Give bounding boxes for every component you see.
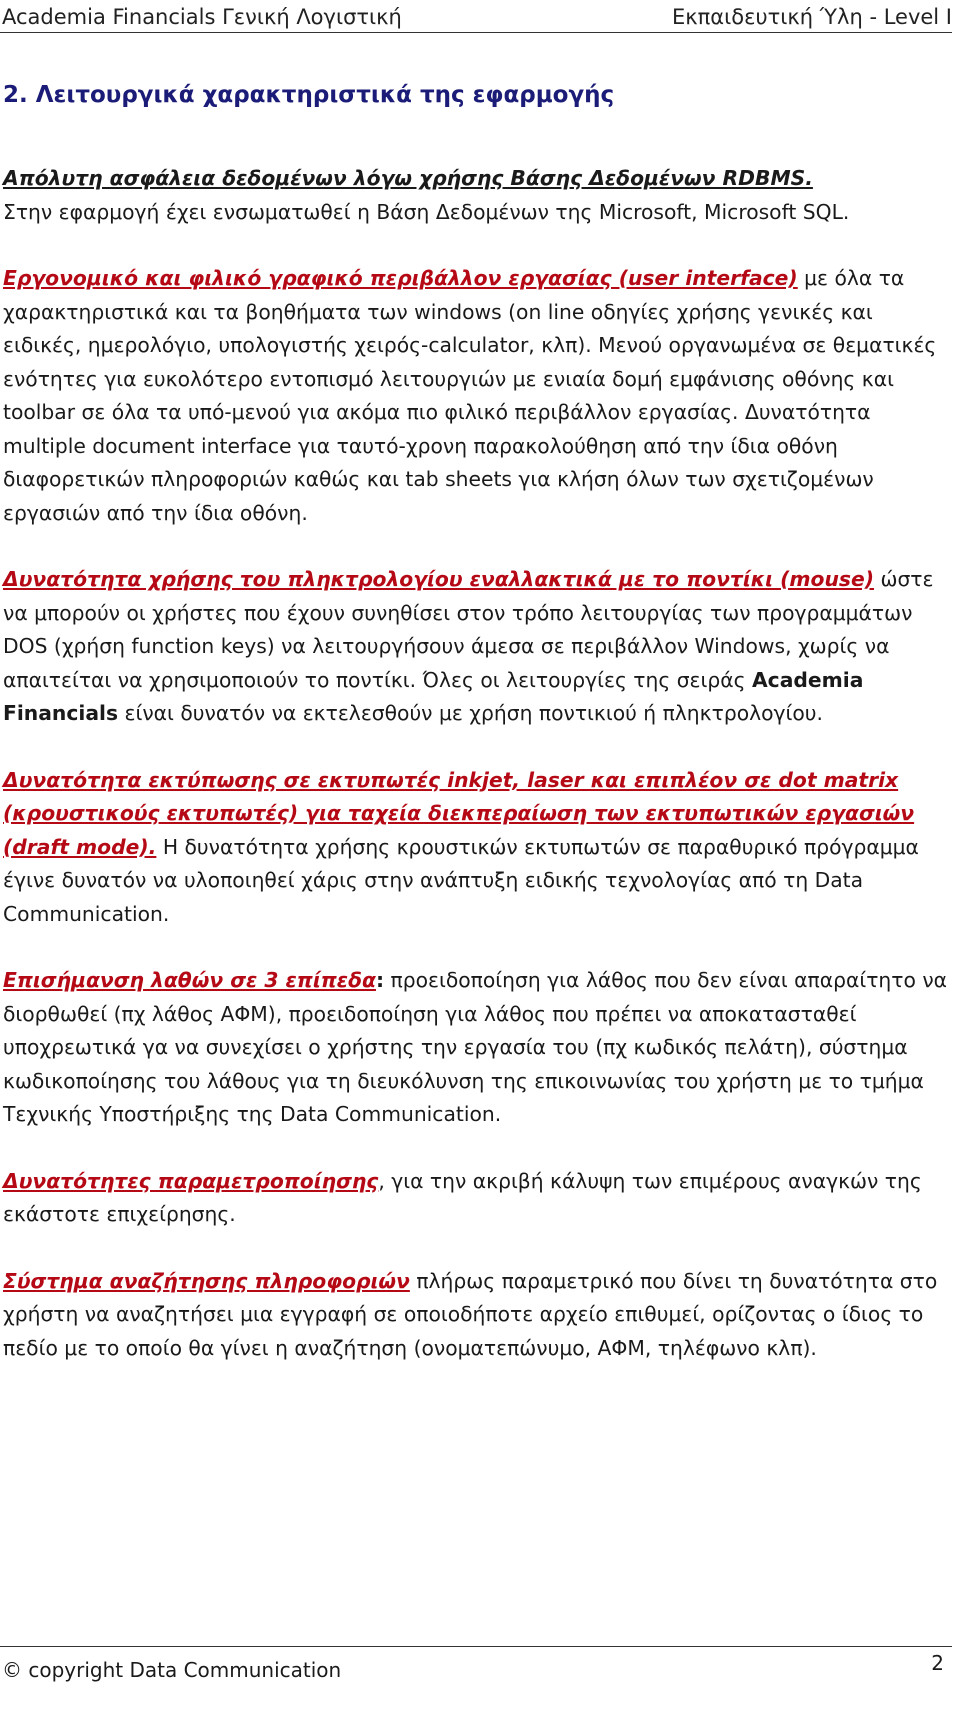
paragraph-text: με όλα τα χαρακτηριστικά και τα βοηθήματα των windows (on line οδηγίες χρήσης γενικές και ειδικές, ημερολόγιο, υπολογιστής χειρός-calculator, κλπ). Μενού οργανωμένα σε θεματικές ενότητες για ευκολότερο εντοπισμό λειτουργιών με ενιαία δομή εμφάνισης οθόνης και toolbar σε όλα τα υπό-μενού για ακόμα πιο φιλικό περιβάλλον εργασίας. Δυνατότητα multiple document interface για ταυτό-χρονη παρακολούθηση από την ίδια οθόνη διαφορετικών πληροφοριών καθώς και tab sheets για κλήση όλων των σχετιζομένων εργασιών από την ίδια οθόνη. xyxy=(3,266,937,525)
paragraph-text: προειδοποίηση για λάθος που δεν είναι απαραίτητο να διορθωθεί (πχ λάθος ΑΦΜ), προειδοποίηση για λάθος που πρέπει να αποκατασταθεί υποχρεωτικά γα να συνεχίσει ο χρήστης την εργασία του (πχ κωδικός πελάτη), σύστημα κωδικοποίησης του λάθους για τη διευκόλυνση της επικοινωνίας του χρήστη με το τμήμα Τεχνικής Υποστήριξης της Data Communication. xyxy=(3,968,948,1126)
paragraph-database xyxy=(3,162,951,229)
paragraph-lead: Δυνατότητα εκτύπωσης σε εκτυπωτές inkjet, laser και επιπλέον σε dot matrix (κρουστικούς εκτυπωτές) για ταχεία διεκπεραίωση των εκτυπωτικών εργασιών (draft mode). xyxy=(3,767,915,859)
paragraph-text: Στην εφαρμογή έχει ενσωματωθεί η Βάση Δεδομένων της Microsoft, Microsoft SQL. xyxy=(3,199,850,224)
paragraph-lead: Δυνατότητα χρήσης του πληκτρολογίου εναλλακτικά με το ποντίκι (mouse) xyxy=(3,567,875,591)
paragraph-text-tail: είναι δυνατόν να εκτελεσθούν με χρήση ποντικιού ή πληκτρολογίου. xyxy=(118,701,823,725)
paragraph-keyboard-mouse xyxy=(3,563,951,731)
copyright-text: © copyright Data Communication xyxy=(2,1658,342,1682)
paragraph-text: Η δυνατότητα χρήσης κρουστικών εκτυπωτών σε παραθυρικό πρόγραμμα έγινε δυνατόν να υλοποιηθεί χάρις στην ανάπτυξη ειδικής τεχνολογίας από τη Data Communication. xyxy=(3,834,919,926)
paragraph-lead: Επισήμανση λαθών σε 3 επίπεδα xyxy=(3,968,376,992)
page-number: 2 xyxy=(931,1651,944,1675)
paragraph-search-system xyxy=(3,1265,951,1366)
section-title: 2. Λειτουργικά χαρακτηριστικά της εφαρμογής xyxy=(3,82,615,108)
paragraph-user-interface xyxy=(3,262,951,530)
page-header xyxy=(0,0,960,36)
paragraph-parameterization xyxy=(3,1165,951,1232)
lead-colon: : xyxy=(375,968,385,992)
paragraph-text: ώστε να μπορούν οι χρήστες που έχουν συνηθίσει στον τρόπο λειτουργίας των προγραμμάτων DOS (χρήση function keys) να λειτουργήσουν άμεσα σε περιβάλλον Windows, χωρίς να απαιτείται να χρησιμοποιούν το ποντίκι. Όλες οι λειτουργίες της σειράς xyxy=(3,567,934,692)
document-body xyxy=(3,162,951,1365)
footer-divider xyxy=(0,1646,952,1647)
paragraph-lead: Δυνατότητες παραμετροποίησης xyxy=(3,1168,379,1193)
paragraph-lead: Εργονομικό και φιλικό γραφικό περιβάλλον εργασίας (user interface) xyxy=(3,266,798,290)
paragraph-error-levels xyxy=(3,964,951,1132)
paragraph-lead: Σύστημα αναζήτησης πληροφοριών xyxy=(3,1268,410,1293)
paragraph-text: πλήρως παραμετρικό που δίνει τη δυνατότητα στο χρήστη να αναζητήσει μια εγγραφή σε οποιοδήποτε αρχείο επιθυμεί, ορίζοντας ο ίδιος το πεδίο με το οποίο θα γίνει η αναζήτηση (ονοματεπώνυμο, ΑΦΜ, τηλέφωνο κλπ). xyxy=(3,1268,938,1360)
document-title: Academia Financials Γενική Λογιστική xyxy=(2,5,402,29)
paragraph-text: , για την ακριβή κάλυψη των επιμέρους αναγκών της εκάστοτε επιχείρησης. xyxy=(3,1168,922,1226)
page-footer xyxy=(0,1646,960,1706)
paragraph-lead: Απόλυτη ασφάλεια δεδομένων λόγω χρήσης Βάσης Δεδομένων RDBMS. xyxy=(3,166,813,190)
document-subtitle: Εκπαιδευτική Ύλη - Level I xyxy=(672,5,952,29)
paragraph-printing xyxy=(3,764,951,932)
header-divider xyxy=(0,32,952,33)
brand-name: Academia Financials xyxy=(3,667,864,725)
